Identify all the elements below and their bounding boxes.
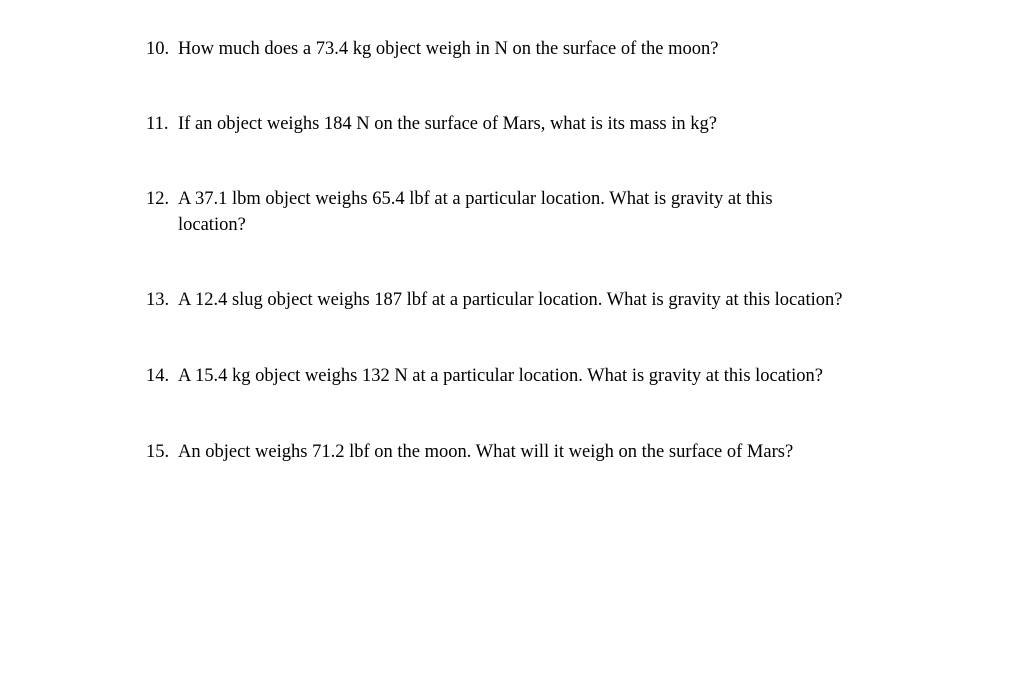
- question-number: 11.: [146, 114, 169, 134]
- question-text: A 37.1 lbm object weighs 65.4 lbf at a particular location. What is gravity at this location?: [178, 189, 773, 235]
- question-number: 13.: [146, 290, 170, 310]
- question-14: [146, 363, 926, 389]
- question-number: 10.: [146, 39, 170, 59]
- question-number: 14.: [146, 366, 170, 386]
- question-text: A 12.4 slug object weighs 187 lbf at a particular location. What is gravity at this location?: [178, 290, 843, 310]
- question-11: [146, 111, 926, 137]
- question-text: How much does a 73.4 kg object weigh in N on the surface of the moon?: [178, 39, 719, 59]
- question-12: [146, 186, 926, 238]
- question-15: [146, 439, 926, 465]
- question-10: [146, 36, 926, 62]
- question-text: If an object weighs 184 N on the surface of Mars, what is its mass in kg?: [178, 114, 717, 134]
- question-text: A 15.4 kg object weighs 132 N at a particular location. What is gravity at this location?: [178, 366, 823, 386]
- question-number: 12.: [146, 189, 170, 209]
- question-text: An object weighs 71.2 lbf on the moon. What will it weigh on the surface of Mars?: [178, 442, 794, 462]
- question-number: 15.: [146, 442, 170, 462]
- question-13: [146, 287, 926, 313]
